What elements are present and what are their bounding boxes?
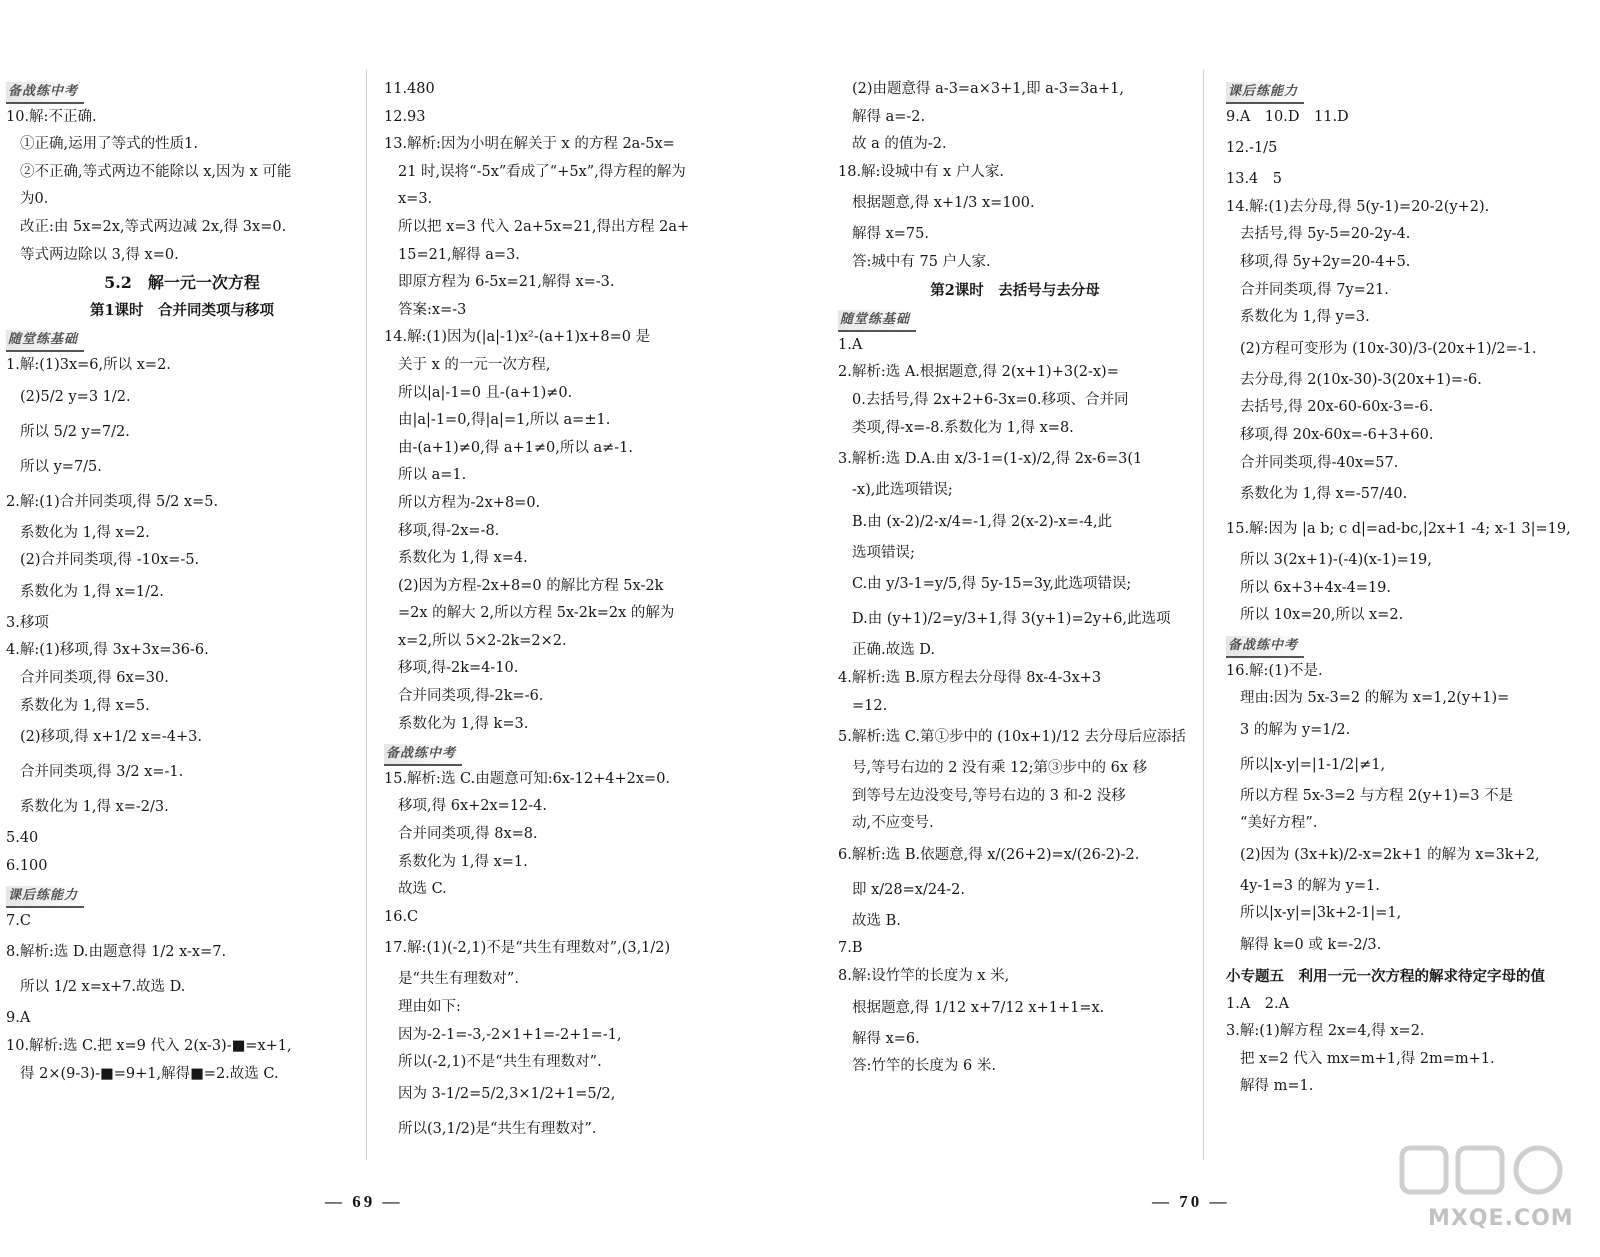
section-band-label: 随堂练基础 — [838, 310, 916, 332]
answer-line: ②不正确,等式两边不能除以 x,因为 x 可能 — [20, 163, 292, 180]
answer-line: 答:城中有 75 户人家. — [852, 253, 991, 270]
answer-line: 根据题意,得 x+1/3 x=100. — [852, 195, 1035, 212]
answer-line: 所以 5/2 y=7/2. — [20, 423, 130, 440]
section-band-label: 随堂练基础 — [6, 330, 84, 352]
answer-line: 21 时,误将“-5x”看成了“+5x”,得方程的解为 — [398, 163, 686, 180]
answer-line: 3.解:(1)解方程 2x=4,得 x=2. — [1226, 1023, 1425, 1040]
section-band-label: 备战练中考 — [384, 744, 462, 766]
section-band — [838, 304, 1192, 332]
answer-line: 4.解:(1)移项,得 3x+3x=36-6. — [6, 642, 209, 659]
answer-line: B.由 (x-2)/2-x/4=-1,得 2(x-2)-x=-4,此 — [852, 513, 1113, 530]
answer-line: 所以 a=1. — [398, 467, 467, 484]
section-band — [6, 324, 358, 352]
column-divider — [366, 70, 367, 1160]
section-band — [1226, 76, 1600, 104]
answer-line: 解得 x=75. — [852, 226, 929, 243]
answer-line: (2)移项,得 x+1/2 x=-4+3. — [20, 729, 202, 746]
answer-line: 10.解析:选 C.把 x=9 代入 2(x-3)-■=x+1, — [6, 1038, 292, 1055]
answer-line: 到等号左边没变号,等号右边的 3 和-2 没移 — [852, 787, 1126, 804]
answer-line: 系数化为 1,得 x=2. — [20, 524, 150, 541]
answer-line: x=2,所以 5×2-2k=2×2. — [398, 632, 567, 649]
answer-line: (2)由题意得 a-3=a×3+1,即 a-3=3a+1, — [852, 81, 1124, 97]
answer-line: 所以 y=7/5. — [20, 458, 102, 475]
answer-line: 12.-1/5 — [1226, 140, 1278, 157]
answer-line: 14.解:(1)去分母,得 5(y-1)=20-2(y+2). — [1226, 198, 1490, 215]
answer-line: 移项,得 20x-60x=-6+3+60. — [1240, 426, 1434, 443]
answer-line: 9.A — [6, 1010, 31, 1027]
answer-line: 根据题意,得 1/12 x+7/12 x+1+1=x. — [852, 999, 1105, 1016]
answer-line: 2.解析:选 A.根据题意,得 2(x+1)+3(2-x)= — [838, 364, 1119, 381]
answer-line: 解得 k=0 或 k=-2/3. — [1240, 937, 1382, 954]
answer-line: 3.解析:选 D.A.由 x/3-1=(1-x)/2,得 2x-6=3(1 — [838, 451, 1143, 468]
page-number-left: — 69 — — [325, 1192, 403, 1211]
answer-line: 故 a 的值为-2. — [852, 136, 947, 153]
section-band-label: 备战练中考 — [1226, 636, 1304, 658]
answer-line: 由-(a+1)≠0,得 a+1≠0,所以 a≠-1. — [398, 439, 633, 456]
section-band — [1226, 630, 1600, 658]
answer-line: 4.解析:选 B.原方程去分母得 8x-4-3x+3 — [838, 669, 1102, 686]
answer-line: 解得 x=6. — [852, 1030, 920, 1047]
answer-line: 即 x/28=x/24-2. — [852, 881, 966, 898]
answer-line: 系数化为 1,得 x=4. — [398, 550, 528, 567]
answer-line: 8.解析:选 D.由题意得 1/2 x-x=7. — [6, 944, 227, 961]
answer-line: 3 的解为 y=1/2. — [1240, 721, 1351, 738]
answer-line: 去括号,得 5y-5=20-2y-4. — [1240, 226, 1411, 243]
answer-line: 1.解:(1)3x=6,所以 x=2. — [6, 356, 171, 373]
answer-line: 所以方程为-2x+8=0. — [398, 494, 541, 511]
answer-line: =12. — [852, 697, 888, 714]
answer-line: 1.A 2.A — [1226, 995, 1290, 1012]
answer-line: 去分母,得 2(10x-30)-3(20x+1)=-6. — [1240, 371, 1482, 388]
answer-line: x=3. — [398, 191, 433, 208]
answer-line: 类项,得-x=-8.系数化为 1,得 x=8. — [852, 419, 1074, 436]
answer-line: 动,不应变号. — [852, 815, 934, 832]
answer-line: (2)方程可变形为 (10x-30)/3-(20x+1)/2=-1. — [1240, 340, 1537, 357]
answer-line: (2)5/2 y=3 1/2. — [20, 388, 131, 405]
answer-line: 所以方程 5x-3=2 与方程 2(y+1)=3 不是 — [1240, 787, 1514, 804]
answer-line: 系数化为 1,得 k=3. — [398, 715, 529, 732]
answer-line: 2.解:(1)合并同类项,得 5/2 x=5. — [6, 493, 219, 510]
answer-line: 解得 m=1. — [1240, 1078, 1314, 1095]
answer-line: 所以 3(2x+1)-(-4)(x-1)=19, — [1240, 552, 1432, 569]
answer-line: 合并同类项,得 7y=21. — [1240, 281, 1389, 298]
answer-line: 去括号,得 20x-60-60x-3=-6. — [1240, 399, 1434, 416]
answer-line: 答:竹竿的长度为 6 米. — [852, 1058, 996, 1075]
answer-line: 解得 a=-2. — [852, 108, 926, 125]
section-band — [384, 738, 740, 766]
answer-line: 移项,得-2x=-8. — [398, 522, 500, 539]
section-band — [6, 880, 358, 908]
answer-line: 是“共生有理数对”. — [398, 971, 519, 988]
answer-line: 所以 1/2 x=x+7.故选 D. — [20, 979, 186, 996]
column-divider — [1203, 70, 1204, 1160]
answer-line: 因为 3-1/2=5/2,3×1/2+1=5/2, — [398, 1085, 616, 1102]
lesson-heading: 第2课时 去括号与去分母 — [930, 281, 1100, 299]
answer-line: 故选 C. — [398, 881, 447, 898]
answer-line: 系数化为 1,得 x=1/2. — [20, 583, 164, 600]
answer-line: 合并同类项,得 6x=30. — [20, 669, 169, 686]
section-band-label: 课后练能力 — [1226, 82, 1304, 104]
answer-line: 所以|x-y|=|1-1/2|≠1, — [1240, 756, 1386, 773]
answer-line: =2x 的解大 2,所以方程 5x-2k=2x 的解为 — [398, 605, 675, 622]
answer-line: 12.93 — [384, 108, 426, 125]
answer-line: 正确.故选 D. — [852, 642, 935, 659]
answer-line: 5.40 — [6, 830, 39, 847]
answer-line: 7.C — [6, 912, 31, 929]
answer-line: 理由:因为 5x-3=2 的解为 x=1,2(y+1)= — [1240, 690, 1510, 707]
answer-line: 7.B — [838, 940, 863, 957]
answer-line: 11.480 — [384, 81, 435, 97]
answer-line: 因为-2-1=-3,-2×1+1=-2+1=-1, — [398, 1026, 622, 1043]
answer-line: 13.解析:因为小明在解关于 x 的方程 2a-5x= — [384, 136, 675, 153]
section-band-label: 课后练能力 — [6, 886, 84, 908]
answer-line: 8.解:设竹竿的长度为 x 米, — [838, 968, 1010, 985]
answer-line: 9.A 10.D 11.D — [1226, 108, 1349, 125]
answer-line: 18.解:设城中有 x 户人家. — [838, 163, 1004, 180]
page-69-column-1 — [6, 76, 358, 1088]
section-band — [6, 76, 358, 104]
answer-line: 所以把 x=3 代入 2a+5x=21,得出方程 2a+ — [398, 218, 690, 235]
answer-line: 合并同类项,得 3/2 x=-1. — [20, 764, 184, 781]
page-69-column-2 — [384, 76, 740, 1147]
answer-line: 得 2×(9-3)-■=9+1,解得■=2.故选 C. — [20, 1065, 279, 1082]
answer-line: 1.A — [838, 336, 863, 353]
answer-line: 系数化为 1,得 x=5. — [20, 697, 150, 714]
answer-line: 系数化为 1,得 x=1. — [398, 853, 528, 870]
answer-line: 所以|a|-1=0 且-(a+1)≠0. — [398, 384, 573, 401]
answer-line: 10.解:不正确. — [6, 108, 97, 125]
answer-line: 所以(3,1/2)是“共生有理数对”. — [398, 1120, 597, 1137]
page-70-column-2 — [1226, 76, 1600, 1101]
answer-line: 所以 6x+3+4x-4=19. — [1240, 579, 1392, 596]
answer-line: 6.解析:选 B.依题意,得 x/(26+2)=x/(26-2)-2. — [838, 846, 1140, 863]
watermark-text: MXQE.COM — [1428, 1206, 1574, 1231]
answer-line: 移项,得 5y+2y=20-4+5. — [1240, 253, 1411, 270]
answer-line: 关于 x 的一元一次方程, — [398, 356, 551, 373]
answer-line: 等式两边除以 3,得 x=0. — [20, 246, 179, 263]
answer-line: “美好方程”. — [1240, 815, 1318, 832]
answer-line: 5.解析:选 C.第①步中的 (10x+1)/12 去分母后应添括 — [838, 729, 1186, 746]
answer-line: 所以 10x=20,所以 x=2. — [1240, 607, 1404, 624]
answer-line: C.由 y/3-1=y/5,得 5y-15=3y,此选项错误; — [852, 576, 1132, 593]
answer-line: 15.解:因为 |a b; c d|=ad-bc,|2x+1 -4; x-1 3|=19, — [1226, 521, 1571, 538]
answer-line: 系数化为 1,得 y=3. — [1240, 309, 1370, 326]
answer-line: 合并同类项,得 8x=8. — [398, 826, 538, 843]
answer-line: 由|a|-1=0,得|a|=1,所以 a=±1. — [398, 412, 611, 429]
answer-line: 即原方程为 6-5x=21,解得 x=-3. — [398, 274, 615, 291]
section-heading: 5.2 解一元一次方程 — [104, 273, 260, 293]
answer-line: 0.去括号,得 2x+2+6-3x=0.移项、合并同 — [852, 391, 1129, 408]
page-number-right: — 70 — — [1152, 1192, 1230, 1211]
answer-line: -x),此选项错误; — [852, 482, 953, 499]
topic-heading: 小专题五 利用一元一次方程的解求待定字母的值 — [1226, 968, 1545, 986]
answer-line: 移项,得-2k=4-10. — [398, 660, 519, 677]
answer-line: 为0. — [20, 191, 49, 208]
answer-line: D.由 (y+1)/2=y/3+1,得 3(y+1)=2y+6,此选项 — [852, 611, 1171, 628]
answer-line: (2)合并同类项,得 -10x=-5. — [20, 552, 200, 569]
answer-line: 14.解:(1)因为(|a|-1)x²-(a+1)x+8=0 是 — [384, 329, 651, 346]
answer-line: 把 x=2 代入 mx=m+1,得 2m=m+1. — [1240, 1050, 1495, 1067]
answer-line: 移项,得 6x+2x=12-4. — [398, 798, 548, 815]
answer-line: 理由如下: — [398, 999, 461, 1015]
answer-line: 答案:x=-3 — [398, 301, 467, 318]
answer-line: 故选 B. — [852, 912, 901, 929]
answer-line: (2)因为方程-2x+8=0 的解比方程 5x-2k — [398, 577, 664, 594]
answer-line: 4y-1=3 的解为 y=1. — [1240, 877, 1380, 894]
answer-line: 15.解析:选 C.由题意可知:6x-12+4+2x=0. — [384, 770, 671, 787]
answer-line: ①正确,运用了等式的性质1. — [20, 136, 198, 153]
answer-line: 16.C — [384, 908, 419, 925]
answer-line: (2)因为 (3x+k)/2-x=2k+1 的解为 x=3k+2, — [1240, 846, 1540, 863]
answer-line: 号,等号右边的 2 没有乘 12;第③步中的 6x 移 — [852, 760, 1148, 777]
section-band-label: 备战练中考 — [6, 82, 84, 104]
answer-line: 选项错误; — [852, 544, 915, 561]
answer-line: 所以|x-y|=|3k+2-1|=1, — [1240, 905, 1402, 922]
answer-line: 15=21,解得 a=3. — [398, 246, 520, 263]
answer-line: 合并同类项,得-2k=-6. — [398, 688, 544, 705]
answer-line: 17.解:(1)(-2,1)不是“共生有理数对”,(3,1/2) — [384, 940, 671, 957]
lesson-heading: 第1课时 合并同类项与移项 — [89, 301, 275, 319]
answer-line: 3.移项 — [6, 614, 49, 631]
answer-line: 13.4 5 — [1226, 171, 1283, 188]
answer-line: 6.100 — [6, 857, 48, 874]
answer-line: 系数化为 1,得 x=-57/40. — [1240, 486, 1408, 503]
answer-line: 所以(-2,1)不是“共生有理数对”. — [398, 1054, 602, 1071]
answer-line: 合并同类项,得-40x=57. — [1240, 454, 1399, 471]
answer-line: 改正:由 5x=2x,等式两边减 2x,得 3x=0. — [20, 218, 287, 235]
answer-line: 16.解:(1)不是. — [1226, 662, 1323, 679]
page-70-column-1 — [838, 76, 1192, 1081]
answer-line: 系数化为 1,得 x=-2/3. — [20, 799, 169, 816]
